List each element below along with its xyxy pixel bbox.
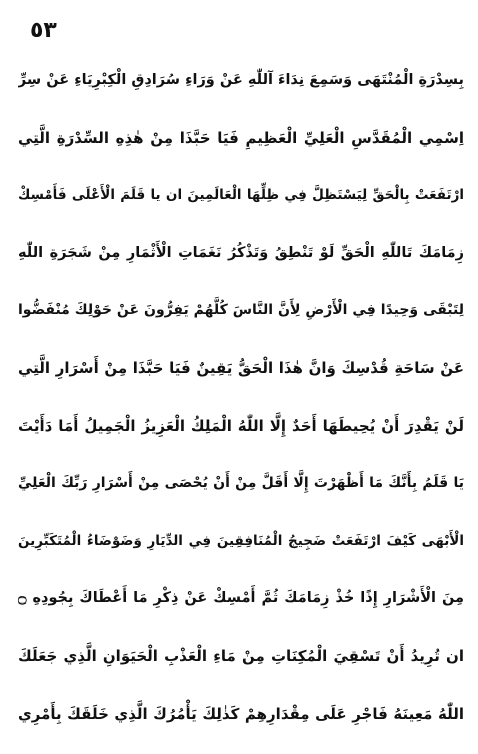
text-line-5: لِتَبْقَى وَحِيدًا فِي الْأَرْضِ لِأَنَّ النَّاسَ كُلَّهُمْ يَفِرُّونَ عَنْ حَوْلِكَ مُنْفَضُّوا — [18, 302, 464, 319]
text-line-10: مِنَ الْأَشْرَارِ إِذًا خُذْ زِمَامَكَ ثُمَّ أَمْسِكْ عَنْ ذِكْرِ مَا أَعْطَاكَ بِجُودِهِ ۝ — [18, 590, 464, 607]
text-line-12: اللّٰهُ مَعِينَهُ فَاجْرِ عَلَى مِقْدَارِهِمْ كَذٰلِكَ يَأْمُرُكَ الَّذِي خَلَقَكَ بِأَمْرِي — [18, 704, 464, 723]
text-line-4: زِمَامَكَ تَاللّٰهِ الْحَقِّ لَوْ تَنْطِقُ وَتَذْكُرُ نَغَمَاتِ الْأَثْمَارِ مِنْ شَجَرَةِ اللّٰهِ — [18, 244, 464, 261]
text-line-7: لَنْ يَقْدِرَ أَنْ يُحِيطَهَا أَحَدٌ إِلَّا اللّٰهُ الْمَلِكُ الْعَزِيزُ الْجَمِيلُ أَمَا دَأَيْتَ — [18, 416, 464, 435]
text-line-2: اِسْمِي الْمُقَدَّسِ الْعَلِيِّ الْعَظِيمِ فَيَا حَبَّذَا مِنْ هٰذِهِ السِّدْرَةِ الَّتِي — [18, 128, 464, 147]
text-line-6: عَنْ سَاحَةِ قُدْسِكَ وَانَّ هٰذَا الْحَقُّ يَقِينٌ فَيَا حَبَّذَا مِنْ أَسْرَارِ الَّتِي — [18, 358, 464, 377]
page-number: ٥٣ — [30, 18, 57, 43]
text-line-9: الْأَبْهَى كَيْفَ ارْتَفَعَتْ ضَجِيجُ الْمُنَافِقِينَ فِي الدِّيَارِ وَضَوْضَاءُ الْمُتَكَبِّرِينَ — [18, 532, 464, 549]
text-line-3: ارْتَفَعَتْ بِالْحَقِّ لِيَسْتَظِلَّ فِي ظِلِّهَا الْعَالَمِينَ ان يا قَلَمَ الْأَعْلَى فَأَمْسِكْ — [18, 187, 464, 204]
text-body — [18, 52, 464, 743]
text-line-11: ان تُرِيدُ أَنْ تَسْقِيَ الْمُكِنَاتِ مِنْ مَاءِ الْعَذْبِ الْحَيَوَانِ الَّذِي جَعَلَكَ — [18, 646, 464, 665]
text-line-8: يَا قَلَمُ بِأَنَّكَ مَا أَظْهَرْتَ إِلَّا أَقَلَّ مِنْ أَنْ يُحْصَى مِنْ أَسْرَارِ رَبِّكَ الْعَلِيِّ — [18, 475, 464, 492]
text-line-1: بِسِدْرَةِ الْمُنْتَهَى وَسَمِعَ نِدَاءَ آللّٰهِ عَنْ وَرَاءِ سُرَادِقِ الْكِبْرِيَاءِ عَنْ سِرِّ — [18, 72, 464, 88]
